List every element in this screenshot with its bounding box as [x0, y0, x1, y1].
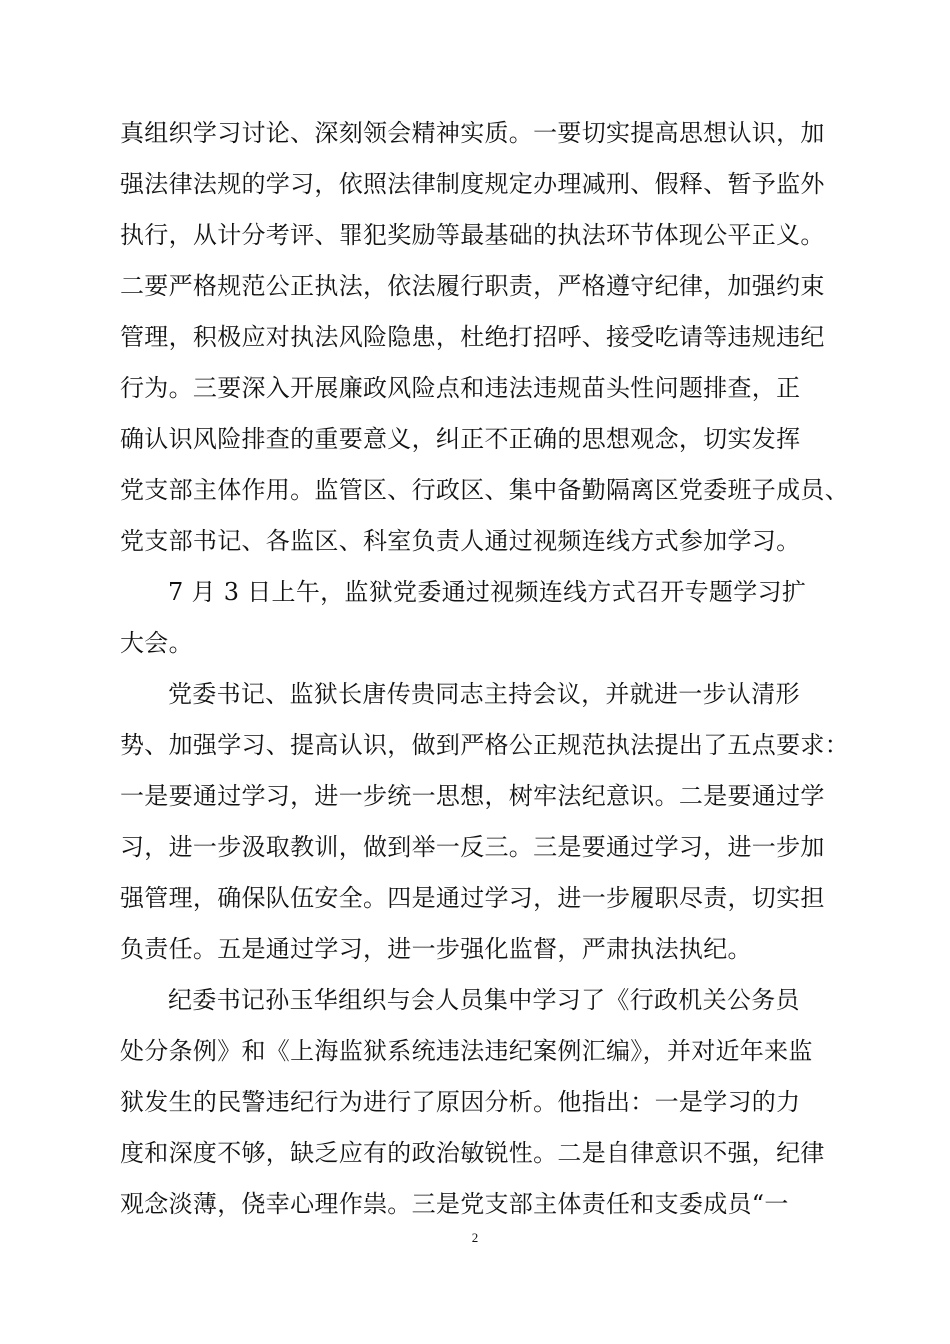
- document-body: [120, 108, 849, 1230]
- text-line: 管理，积极应对执法风险隐患，杜绝打招呼、接受吃请等违规违纪: [120, 323, 825, 351]
- text-line: 处分条例》和《上海监狱系统违法违纪案例汇编》，并对近年来监: [120, 1037, 813, 1065]
- text-line: 强管理，确保队伍安全。四是通过学习，进一步履职尽责，切实担: [120, 884, 825, 912]
- text-line: 大会。: [120, 629, 193, 657]
- paragraph-first-line: 党委书记、监狱长唐传贵同志主持会议，并就进一步认清形: [168, 680, 800, 708]
- paragraph-first-line: 7 月 3 日上午，监狱党委通过视频连线方式召开专题学习扩: [168, 578, 807, 606]
- text-line: 负责任。五是通过学习，进一步强化监督，严肃执法执纪。: [120, 935, 752, 963]
- text-line: 狱发生的民警违纪行为进行了原因分析。他指出：一是学习的力: [120, 1088, 801, 1116]
- text-line: 党支部主体作用。监管区、行政区、集中备勤隔离区党委班子成员、: [120, 476, 849, 504]
- text-line: 一是要通过学习，进一步统一思想，树牢法纪意识。二是要通过学: [120, 782, 825, 810]
- text-line: 观念淡薄，侥幸心理作祟。三是党支部主体责任和支委成员“一: [120, 1190, 789, 1218]
- text-line: 确认识风险排查的重要意义，纠正不正确的思想观念，切实发挥: [120, 425, 801, 453]
- text-line: 党支部书记、各监区、科室负责人通过视频连线方式参加学习。: [120, 527, 801, 555]
- text-line: 势、加强学习、提高认识，做到严格公正规范执法提出了五点要求：: [120, 731, 849, 759]
- text-line: 执行，从计分考评、罪犯奖励等最基础的执法环节体现公平正义。: [120, 221, 825, 249]
- text-line: 二要严格规范公正执法，依法履行职责，严格遵守纪律，加强约束: [120, 272, 825, 300]
- text-line: 习，进一步汲取教训，做到举一反三。三是要通过学习，进一步加: [120, 833, 825, 861]
- text-line: 度和深度不够，缺乏应有的政治敏锐性。二是自律意识不强，纪律: [120, 1139, 825, 1167]
- text-line: 行为。三要深入开展廉政风险点和违法违规苗头性问题排查，正: [120, 374, 801, 402]
- text-line: 真组织学习讨论、深刻领会精神实质。一要切实提高思想认识，加: [120, 119, 825, 147]
- page-number: 2: [471, 1230, 479, 1245]
- text-line: 强法律法规的学习，依照法律制度规定办理减刑、假释、暂予监外: [120, 170, 825, 198]
- paragraph-first-line: 纪委书记孙玉华组织与会人员集中学习了《行政机关公务员: [168, 986, 800, 1014]
